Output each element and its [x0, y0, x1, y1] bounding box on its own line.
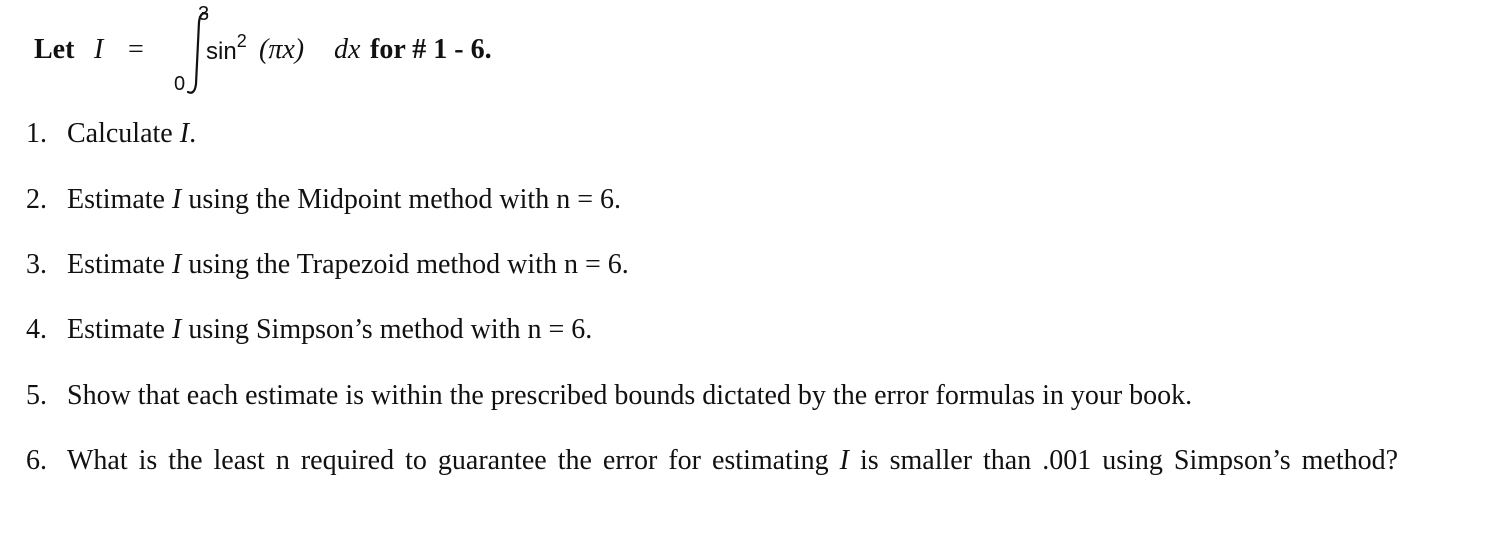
question-number: 6. [26, 445, 47, 476]
question-text: Calculate I. [67, 118, 197, 149]
variable-i: I [94, 34, 104, 65]
question-number: 4. [26, 314, 47, 345]
exponent: 2 [236, 31, 247, 51]
variable-i: I [179, 118, 190, 149]
question-text: Estimate I using the Trapezoid method with n = 6. [67, 249, 629, 280]
question-text: Show that each estimate is within the prescribed bounds dictated by the error formulas in your book. [67, 380, 1193, 411]
function-argument: (πx) [259, 34, 305, 65]
integral-lower-limit: 0 [174, 73, 186, 95]
problem-definition [34, 4, 934, 94]
question-text: Estimate I using Simpson’s method with n = 6. [67, 314, 593, 345]
question-text: What is the least n required to guarantee the error for estimating I is smaller than .001 using Simpson’s method? [67, 445, 1399, 476]
range-text: for # 1 - 6. [370, 34, 492, 65]
equals-sign: = [128, 34, 144, 65]
let-label: Let [34, 34, 75, 65]
question-text: Estimate I using the Midpoint method with n = 6. [67, 184, 621, 215]
variable-i: I [839, 445, 849, 476]
question-number: 3. [26, 249, 47, 280]
integral-upper-limit: 3 [198, 3, 210, 25]
variable-i: I [171, 249, 182, 280]
question-number: 1. [26, 118, 47, 149]
variable-i: I [171, 184, 182, 215]
question-number: 5. [26, 380, 47, 411]
question-number: 2. [26, 184, 47, 215]
sin-function: $\sin^2$ [206, 31, 247, 65]
variable-i: I [171, 314, 182, 345]
differential: dx [334, 34, 361, 65]
